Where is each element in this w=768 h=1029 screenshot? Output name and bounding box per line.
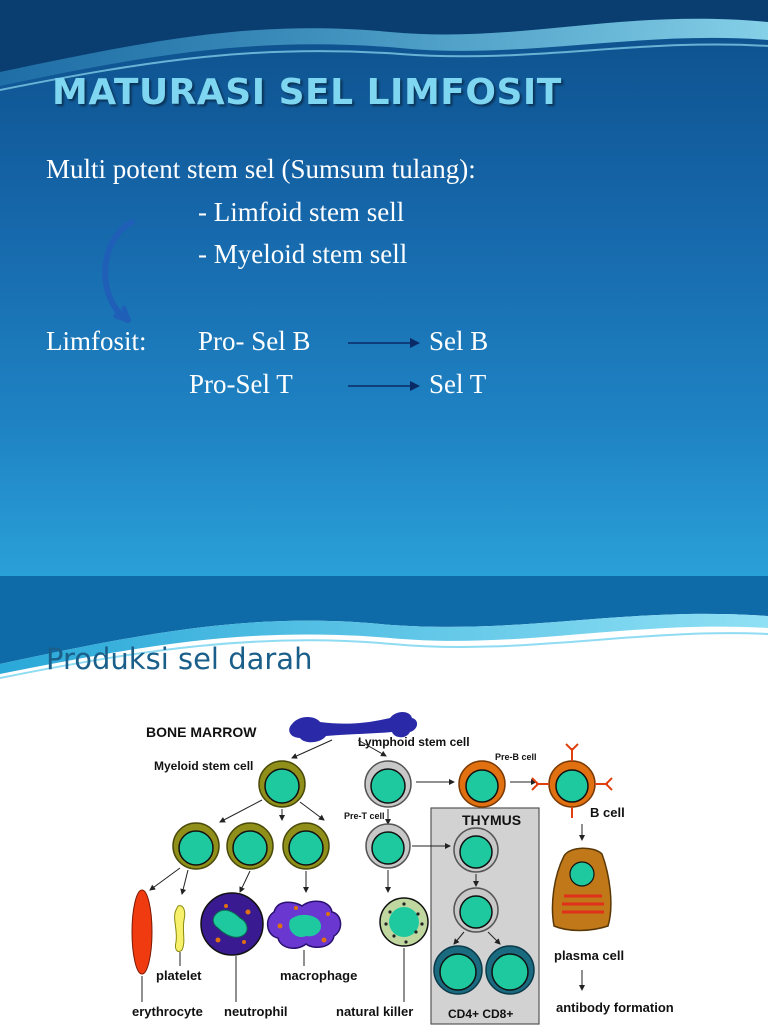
erythrocyte-label: erythrocyte <box>132 1004 203 1019</box>
pro-t-label: Pro-Sel T <box>189 369 293 399</box>
thymocyte-cell <box>454 828 498 872</box>
arrow-right-icon <box>346 378 424 394</box>
pre-b-label: Pre-B cell <box>495 752 537 762</box>
myeloid-stem-cell <box>259 761 305 807</box>
neutrophil-cell <box>201 893 263 955</box>
erythrocyte-cell <box>132 890 152 974</box>
neutrophil-label: neutrophil <box>224 1004 288 1019</box>
myeloid-stem-label: Myeloid stem cell <box>154 759 254 773</box>
platelet-label: platelet <box>156 968 202 983</box>
plasma-cell-label: plasma cell <box>554 948 625 963</box>
arrow-right-icon <box>346 335 424 351</box>
pro-b-label: Pro- Sel B <box>198 326 311 356</box>
limfosit-label: Limfosit: <box>46 326 147 356</box>
pre-t-label: Pre-T cell <box>344 811 385 821</box>
antibody-formation-label: antibody formation <box>556 1000 674 1015</box>
cd8-t-cell <box>486 946 534 994</box>
cd4-cd8-label: CD4+ CD8+ <box>448 1007 514 1021</box>
lymphoid-stem-line: - Limfoid stem sell <box>198 197 405 227</box>
macrophage-cell <box>268 901 341 948</box>
platelet-cell <box>175 906 185 952</box>
thymus-label: THYMUS <box>462 812 522 828</box>
natural-killer-label: natural killer <box>336 1004 414 1019</box>
b-cell-label: B cell <box>590 805 625 820</box>
blood-cell-diagram <box>120 700 674 1024</box>
natural-killer-cell <box>380 898 428 946</box>
thymocyte-cell <box>454 888 498 932</box>
lymphoid-stem-cell <box>365 761 411 807</box>
macrophage-label: macrophage <box>280 968 358 983</box>
lymphoid-stem-label: Lymphoid stem cell <box>358 735 470 749</box>
sel-b-label: Sel B <box>429 326 489 356</box>
myeloid-progenitor-cell <box>283 823 329 869</box>
cd4-t-cell <box>434 946 482 994</box>
myeloid-progenitor-cell <box>173 823 219 869</box>
curved-arrow-icon <box>94 212 154 332</box>
sel-t-label: Sel T <box>429 369 487 399</box>
pre-b-cell <box>459 761 505 807</box>
pre-t-cell <box>366 824 410 868</box>
slide-title: MATURASI SEL LIMFOSIT <box>52 72 562 113</box>
myeloid-progenitor-cell <box>227 823 273 869</box>
plasma-cell <box>552 848 610 930</box>
section-title: Produksi sel darah <box>46 642 313 676</box>
myeloid-stem-line: - Myeloid stem sell <box>198 239 408 269</box>
stem-cell-line: Multi potent stem sel (Sumsum tulang): <box>46 154 476 184</box>
bone-marrow-label: BONE MARROW <box>146 724 257 740</box>
